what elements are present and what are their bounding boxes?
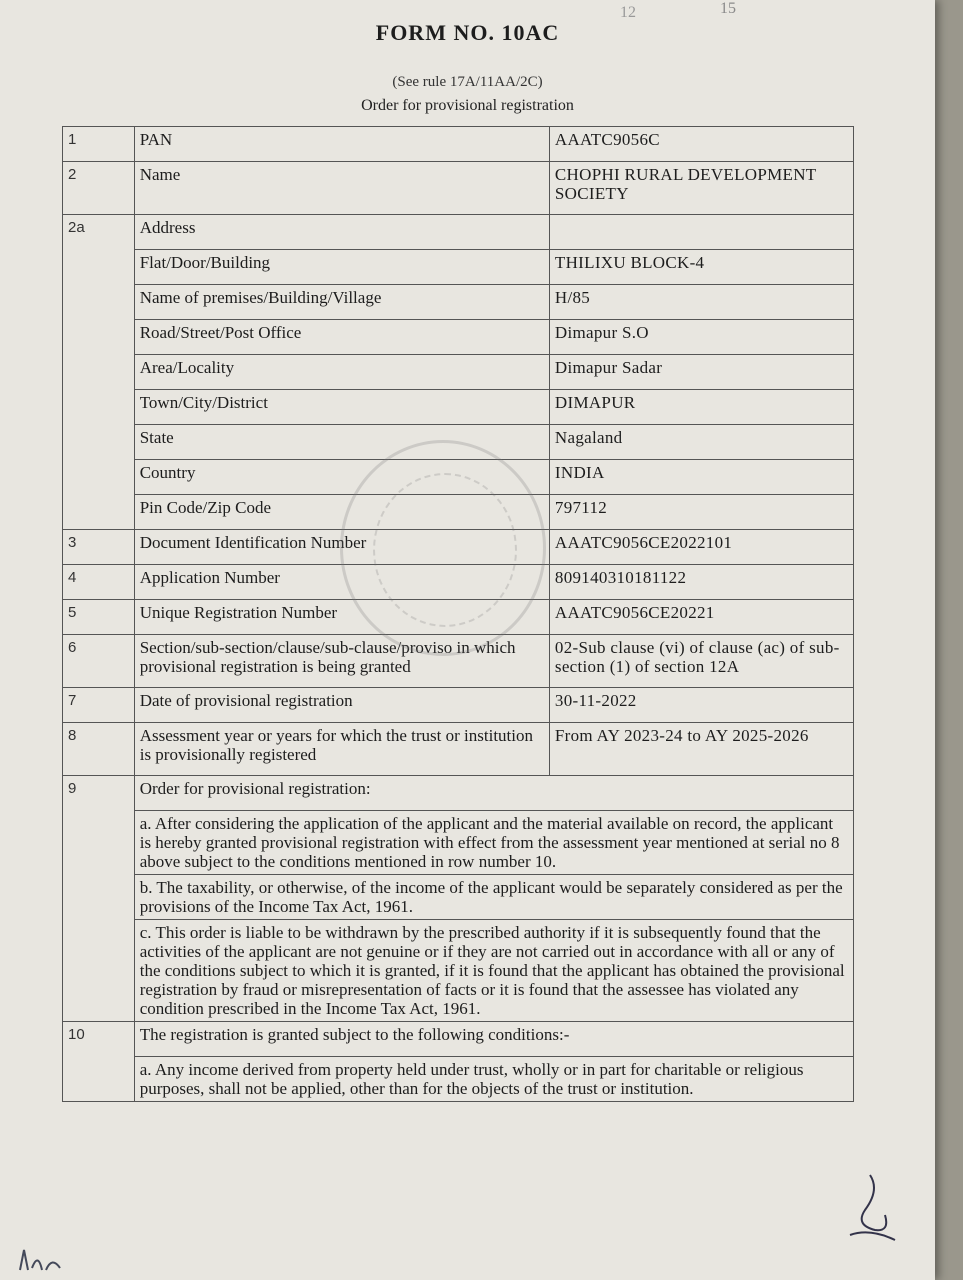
field-label: Name — [134, 162, 549, 215]
field-value: 30-11-2022 — [549, 688, 853, 723]
field-label: Road/Street/Post Office — [134, 320, 549, 355]
field-value: AAATC9056CE20221 — [549, 600, 853, 635]
field-label: Application Number — [134, 565, 549, 600]
field-value: Nagaland — [549, 425, 853, 460]
table-row — [63, 320, 854, 355]
table-row — [63, 1022, 854, 1057]
table-row — [63, 460, 854, 495]
row-number: 4 — [63, 565, 135, 600]
field-label: State — [134, 425, 549, 460]
signature-mark — [840, 1170, 900, 1250]
table-row — [63, 285, 854, 320]
row-number: 8 — [63, 723, 135, 776]
table-row — [63, 723, 854, 776]
row-number: 7 — [63, 688, 135, 723]
corner-handwritten-mark-2: 15 — [720, 0, 736, 17]
row-number: 6 — [63, 635, 135, 688]
field-label: Pin Code/Zip Code — [134, 495, 549, 530]
table-row — [63, 495, 854, 530]
table-row — [63, 600, 854, 635]
row-number: 5 — [63, 600, 135, 635]
table-row — [63, 635, 854, 688]
table-row — [63, 565, 854, 600]
field-value: Dimapur Sadar — [549, 355, 853, 390]
table-row — [63, 688, 854, 723]
field-value: AAATC9056CE2022101 — [549, 530, 853, 565]
table-row — [63, 355, 854, 390]
table-row — [63, 250, 854, 285]
table-row — [63, 215, 854, 250]
order-clause-c: c. This order is liable to be withdrawn by the prescribed authority if it is subsequently found that the activities of the applicant are not genuine or if they are not carried out in accordance with all or any of the conditions subject to which it is granted, if it is found that the applicant has obtained the provisional registration by fraud or misrepresentation of facts or it is found that the assessee has violated any condition prescribed in the Income Tax Act, 1961. — [134, 920, 853, 1022]
row-number: 2a — [63, 215, 135, 530]
row-number: 3 — [63, 530, 135, 565]
conditions-heading: The registration is granted subject to the following conditions:- — [134, 1022, 853, 1057]
row-number: 9 — [63, 776, 135, 1022]
field-label: Assessment year or years for which the trust or institution is provisionally registered — [134, 723, 549, 776]
field-value: INDIA — [549, 460, 853, 495]
form-subtitle: Order for provisional registration — [361, 97, 574, 114]
table-row — [63, 530, 854, 565]
field-value: DIMAPUR — [549, 390, 853, 425]
condition-a: a. Any income derived from property held under trust, wholly or in part for charitable or religious purposes, shall not be applied, other than for the objects of the trust or institution. — [134, 1057, 853, 1102]
row-number: 10 — [63, 1022, 135, 1102]
field-label: Section/sub-section/clause/sub-clause/proviso in which provisional registration is being granted — [134, 635, 549, 688]
field-value: THILIXU BLOCK-4 — [549, 250, 853, 285]
field-label: PAN — [134, 127, 549, 162]
field-value: AAATC9056C — [549, 127, 853, 162]
field-value: CHOPHI RURAL DEVELOPMENT SOCIETY — [549, 162, 853, 215]
corner-handwritten-mark: 12 — [620, 4, 636, 21]
handwritten-scribble — [16, 1240, 76, 1276]
field-value: 809140310181122 — [549, 565, 853, 600]
order-clause-b: b. The taxability, or otherwise, of the income of the applicant would be separately considered as per the provisions of the Income Tax Act, 1961. — [134, 875, 853, 920]
field-label: Area/Locality — [134, 355, 549, 390]
field-label: Date of provisional registration — [134, 688, 549, 723]
table-row — [63, 127, 854, 162]
table-row — [63, 1057, 854, 1102]
field-value — [549, 215, 853, 250]
table-row — [63, 390, 854, 425]
table-row — [63, 425, 854, 460]
field-value: Dimapur S.O — [549, 320, 853, 355]
form-title: FORM NO. 10AC — [375, 20, 560, 45]
order-heading: Order for provisional registration: — [134, 776, 853, 811]
table-row — [63, 920, 854, 1022]
rule-reference: (See rule 17A/11AA/2C) — [392, 74, 543, 90]
row-number: 2 — [63, 162, 135, 215]
order-clause-a: a. After considering the application of the applicant and the material available on record, the applicant is hereby granted provisional registration with effect from the assessment year mentioned at serial no 8 above subject to the conditions mentioned in row number 10. — [134, 811, 853, 875]
table-row — [63, 811, 854, 875]
table-row — [63, 162, 854, 215]
field-value: 02-Sub clause (vi) of clause (ac) of sub-section (1) of section 12A — [549, 635, 853, 688]
field-label: Town/City/District — [134, 390, 549, 425]
registration-table — [62, 126, 854, 1102]
field-label: Flat/Door/Building — [134, 250, 549, 285]
field-label: Document Identification Number — [134, 530, 549, 565]
field-value: From AY 2023-24 to AY 2025-2026 — [549, 723, 853, 776]
field-value: H/85 — [549, 285, 853, 320]
field-label: Country — [134, 460, 549, 495]
field-label: Address — [134, 215, 549, 250]
field-label: Name of premises/Building/Village — [134, 285, 549, 320]
table-row — [63, 776, 854, 811]
table-row — [63, 875, 854, 920]
field-value: 797112 — [549, 495, 853, 530]
field-label: Unique Registration Number — [134, 600, 549, 635]
row-number: 1 — [63, 127, 135, 162]
